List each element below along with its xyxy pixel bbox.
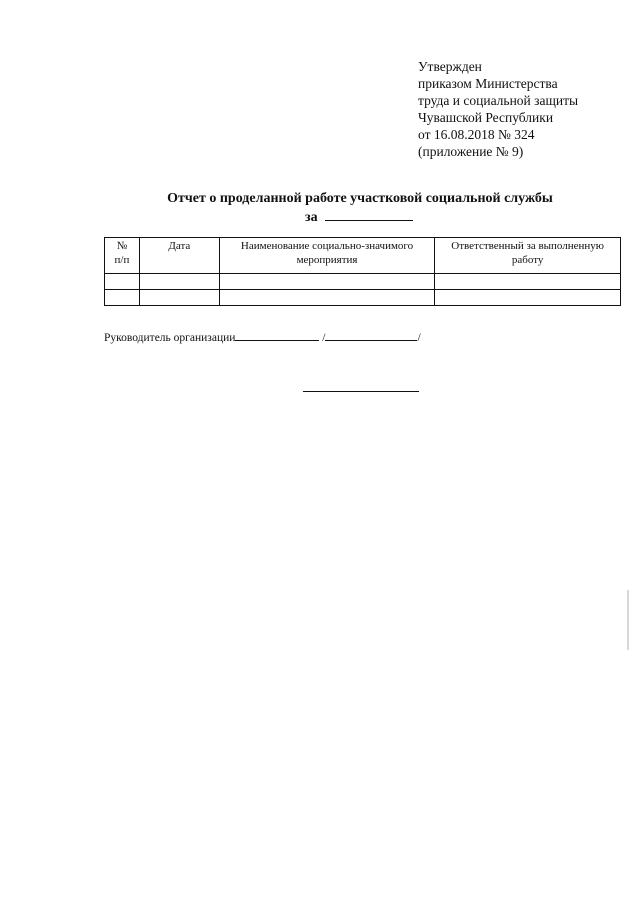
column-header-number: № п/п [105,238,140,274]
approval-line: Чувашской Республики [418,110,554,125]
report-title: Отчет о проделанной работе участковой социальной службы [167,191,553,206]
signature-block [104,329,421,344]
period-label: за [305,210,318,225]
report-period [305,208,413,226]
table-cell [219,274,435,290]
table-cell [139,274,219,290]
approval-line: труда и социальной защиты [418,93,579,108]
approval-line: (приложение № 9) [418,144,524,159]
signature-blank [235,329,319,341]
period-blank-field [325,208,413,221]
approval-line: приказом Министерства [418,76,558,91]
table-cell [105,274,140,290]
table-cell [435,290,621,306]
footer-rule [303,391,419,392]
approval-line: от 16.08.2018 № 324 [418,127,535,142]
name-blank [325,329,417,341]
table-row [105,290,621,306]
signature-separator: / [322,332,326,344]
approval-line: Утвержден [418,59,482,74]
table-cell [435,274,621,290]
approval-stamp [418,58,578,160]
table-cell [219,290,435,306]
signature-closing: / [417,332,421,344]
column-header-date: Дата [139,238,219,274]
scan-artifact [627,590,629,650]
column-header-responsible: Ответственный за выполненную работу [435,238,621,274]
column-header-event-name: Наименование социально-значимого мероприятия [219,238,435,274]
signature-label: Руководитель организации [104,332,236,344]
report-table [104,237,621,306]
table-header-row [105,238,621,274]
table-cell [139,290,219,306]
table-cell [105,290,140,306]
table-row [105,274,621,290]
